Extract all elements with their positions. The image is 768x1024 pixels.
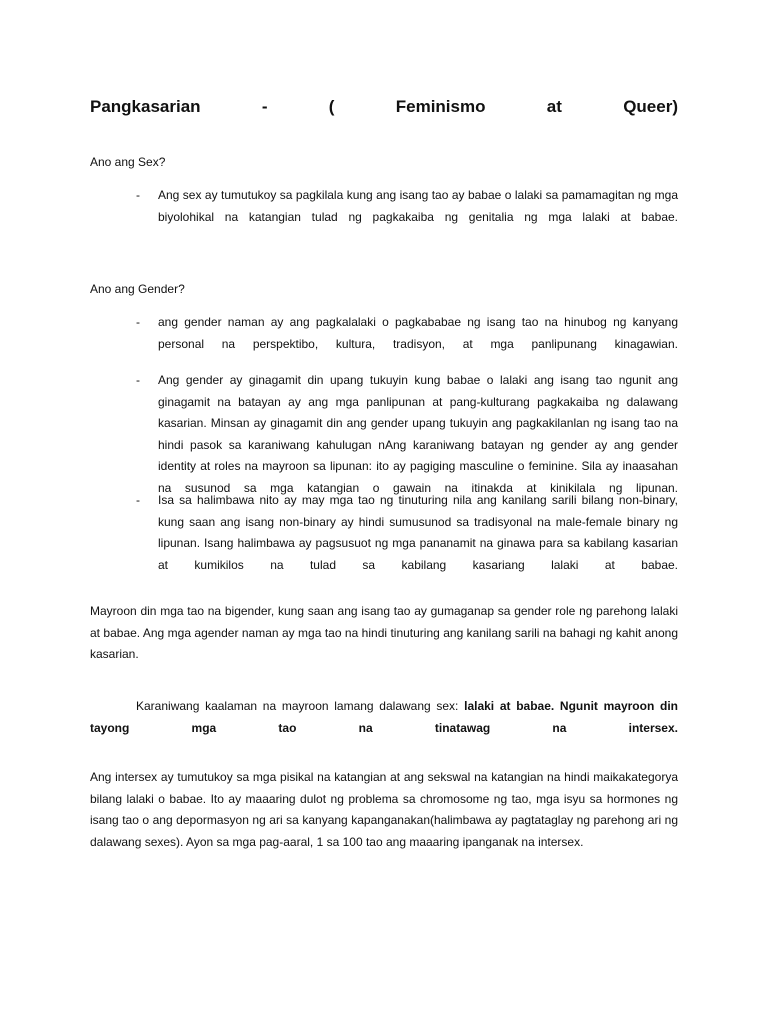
gender-usage-text: Ang gender ay ginagamit din upang tukuyin kung babae o lalaki ang isang tao ngunit ang ginagamit na batayan ay ang mga panlipunan at pang-kulturang pagkakaiba ng dalawang kasarian. Minsan ay ginagamit din ang gender upang tukuyin ang pagkakilanlan ng isang tao na hindi pasok sa karaniwang kahulugan nAng karaniwang batayan ng gender ay ang gender identity at roles na mayroon sa lipunan: ito ay pagiging masculine o feminine. Sila ay inaasahan na susunod sa mga katangian o gawain na itinakda at kinikilala ng lipunan. bbox=[158, 373, 678, 495]
bullet-dash: - bbox=[136, 373, 140, 387]
gender-usage-bullet bbox=[90, 370, 678, 499]
two-sexes-paragraph bbox=[90, 696, 678, 739]
two-sexes-plain: Karaniwang kaalaman na mayroon lamang dalawang sex: bbox=[136, 699, 465, 713]
two-sexes-emphasis: lalaki at babae. Ngunit mayroon din tayong mga tao na tinatawag na intersex. bbox=[90, 699, 678, 735]
bullet-dash: - bbox=[136, 188, 140, 202]
title-word: at bbox=[546, 97, 562, 116]
bigender-paragraph: Mayroon din mga tao na bigender, kung saan ang isang tao ay gumaganap sa gender role ng parehong lalaki at babae. Ang mga agender naman ay mga tao na hindi tinuturing ang kanilang sarili na bahagi ng kahit anong kasarian. bbox=[90, 604, 678, 661]
bullet-dash: - bbox=[136, 315, 140, 329]
gender-heading: Ano ang Gender? bbox=[90, 282, 185, 296]
sex-definition-text: Ang sex ay tumutukoy sa pagkilala kung ang isang tao ay babae o lalaki sa pamamagitan ng mga biyolohikal na katangian tulad ng pagkakaiba ng genitalia ng mga lalaki at babae. bbox=[158, 188, 678, 224]
non-binary-text: Isa sa halimbawa nito ay may mga tao ng tinuturing nila ang kanilang sarili bilang non-binary, kung saan ang isang non-binary ay hindi sumusunod sa tradisyonal na male-female binary ng lipunan. Isang halimbawa ay pagsusuot ng mga pananamit na ginawa para sa kabilang kasarian at kumikilos na tulad sa kabilang kasariang lalaki at babae. bbox=[158, 493, 678, 572]
intersex-paragraph: Ang intersex ay tumutukoy sa mga pisikal na katangian at ang sekswal na katangian na hindi maikakategorya bilang lalaki o babae. Ito ay maaaring dulot ng problema sa chromosome ng tao, mga isyu sa hormones ng isang tao o ang depormasyon ng ari sa kanyang kapanganakan(halimbawa ay pagtataglay ng parehong ari ng dalawang sexes). Ayon sa mga pag-aaral, 1 sa 100 tao ang maaaring ipanganak na intersex. bbox=[90, 770, 678, 849]
title-word: - bbox=[261, 97, 268, 116]
title-word: ( bbox=[328, 97, 335, 116]
sex-heading: Ano ang Sex? bbox=[90, 155, 166, 169]
title-word: Feminismo bbox=[395, 97, 486, 116]
sex-definition-bullet bbox=[90, 185, 678, 228]
non-binary-bullet bbox=[90, 490, 678, 576]
gender-definition-text: ang gender naman ay ang pagkalalaki o pagkababae ng isang tao na hinubog ng kanyang personal na perspektibo, kultura, tradisyon, at mga panlipunang kinagawian. bbox=[158, 315, 678, 351]
bullet-dash: - bbox=[136, 493, 140, 507]
title-word: Pangkasarian bbox=[90, 97, 201, 116]
document-title bbox=[90, 95, 678, 119]
gender-definition-bullet bbox=[90, 312, 678, 355]
title-word: Queer) bbox=[623, 97, 678, 116]
